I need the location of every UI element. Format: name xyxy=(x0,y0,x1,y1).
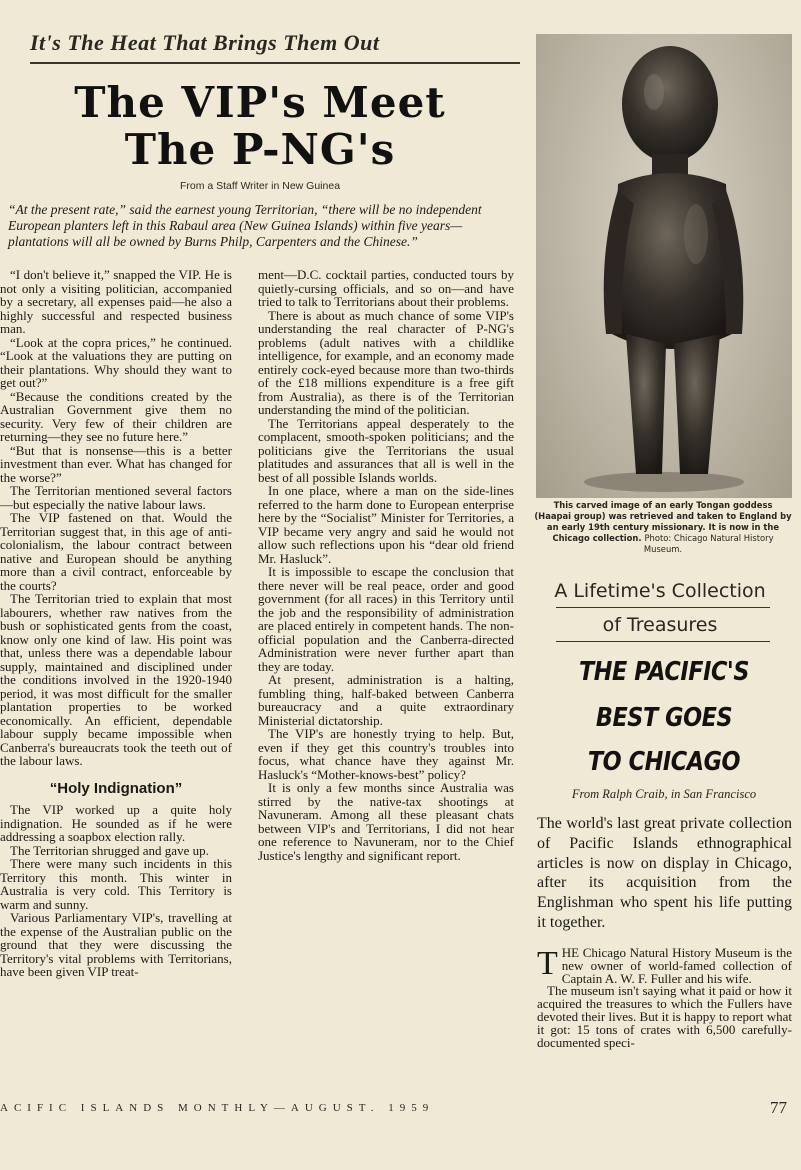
sidebar-title-line-1: A Lifetime's Collection xyxy=(554,580,766,602)
photo-credit: Photo: Chicago Natural History Museum. xyxy=(643,533,774,554)
paragraph: The Territorian mentioned several factors—but especially the native labour laws. xyxy=(0,483,232,512)
paragraph: In one place, where a man on the side-lines referred to the harm done to European enterprise here by the “Socialist” Minister for Territories, a VIP became very angry and said he would not allow such reflections upon his “dear old friend Mr. Hasluck”. xyxy=(258,483,514,566)
page-number: 77 xyxy=(770,1098,787,1117)
paragraph: The VIP's are honestly trying to help. But, even if they get this country's troubles into focus, what chance have they against Mr. Hasluck's “Mother-knows-best” policy? xyxy=(258,726,514,782)
sidebar-title-rule xyxy=(556,607,770,608)
paragraph: “But that is nonsense—this is a better investment than ever. What has changed for the worse?” xyxy=(0,442,232,485)
paragraph: It is only a few months since Australia was stirred by the native-tax shootings at Navuneram. Among all these pleasant chats between VIP's and Territorians, I did not hear one reference to Navuneram, nor to the Chief Justice's lengthy and significant report. xyxy=(258,780,514,863)
headline-line-2: The P-NG's xyxy=(124,125,396,174)
sidebar-headline-line-1: THE PACIFIC'S xyxy=(578,657,750,687)
sidebar-byline: From Ralph Craib, in San Francisco xyxy=(571,787,757,801)
paragraph: There were many such incidents in this Territory this month. This winter in Australia is very cold. This Territory is warm and sunny. xyxy=(0,856,232,912)
paragraph: There is about as much chance of some VIP's understanding the real character of P-NG's problems (adult natives with a childlike intelligence, for example, and an economy made entirely cock-eyed because more than two-thirds of the £18 millions expenditure is a free gift from Australia), as there is of the Territorian understanding the mind of the politician. xyxy=(258,307,514,417)
kicker-rule xyxy=(30,62,520,64)
paragraph xyxy=(537,947,792,985)
kicker: It's The Heat That Brings Them Out xyxy=(30,30,380,55)
paragraph: ment—D.C. cocktail parties, conducted tours by quietly-cursing officials, and so on—and have tried to talk to Territorians about their problems. xyxy=(258,267,514,309)
paragraph: The Territorian tried to explain that most labourers, whether raw natives from the bush or sophisticated gents from the coast, know only one kind of law. His point was that, unless there was a dependable labour supply, maintained and disciplined under the conditions involved in the 1920-1940 period, it was most difficult for the smaller plantation properties to be worked economically. An efficient, dependable labour supply became impossible when Canberra's bureaucrats took the teeth out of the labour laws. xyxy=(0,591,232,768)
sidebar-headline-line-2: BEST GOES xyxy=(595,703,733,733)
statue-illustration xyxy=(536,34,792,498)
paragraph: The Territorians appeal desperately to the complacent, smooth-spoken politicians; and the politicians give the Territorians the usual platitudes and assurances that all is well in the best of all possible Islands worlds. xyxy=(258,415,514,485)
paragraph: “Look at the copra prices,” he continued. “Look at the valuations they are putting on their plantations. Why should they want to get out?” xyxy=(0,334,232,390)
paragraph: The museum isn't saying what it paid or how it acquired the treasures to which the Fullers have devoted their lives. But it is happy to report what it got: 15 tons of crates with 6,500 carefully-documented speci- xyxy=(537,983,792,1050)
sidebar-intro: The world's last great private collection of Pacific Islands ethnographical articles is now on display in Chicago, after its acquisition from the Englishman who spent his life putting it together. xyxy=(537,815,792,931)
drop-cap: T xyxy=(537,945,558,982)
subheading: “Holy Indignation” xyxy=(49,779,183,797)
paragraph: “Because the conditions created by the Australian Government give them no security. Very few of their children are returning—they see no future here.” xyxy=(0,388,232,444)
page-footer: ACIFIC ISLANDS MONTHLY—AUGUST. 1959 xyxy=(0,1102,435,1114)
article-column-1 xyxy=(0,268,232,979)
paragraph: The VIP fastened on that. Would the Territorian suggest that, in this age of anti-colonialism, the labour contract between native and European should be anything more than a civil contract, enforceable by the courts? xyxy=(0,510,232,593)
sidebar-title-line-2: of Treasures xyxy=(602,614,718,636)
caption-text: This carved image of an early Tongan goddess (Haapai group) was retrieved and taken to England by an early 19th century missionary. It is now in the Chicago collection. xyxy=(534,500,792,543)
photo-caption xyxy=(534,500,792,555)
sidebar-title-rule xyxy=(556,641,770,642)
paragraph: “I don't believe it,” snapped the VIP. He is not only a visiting politician, accompanied by a secretary, all expenses paid—he also a highly successful and respected business man. xyxy=(0,267,232,336)
paragraph: It is impossible to escape the conclusion that there never will be real peace, order and good government (for all races) in this Territory until the job and the responsibility of administration are placed entirely in competent hands. The non-official population and the Canberra-directed Administration were never further apart than they are today. xyxy=(258,564,514,674)
paragraph: The Territorian shrugged and gave up. xyxy=(10,842,209,858)
goddess-statue-photo xyxy=(536,34,792,498)
paragraph: Various Parliamentary VIP's, travelling at the expense of the Australian public on the ground that they were discussing the Territory's vital problems with Territorians, have been given VIP treat- xyxy=(0,910,232,979)
headline-line-1: The VIP's Meet xyxy=(74,78,446,127)
paragraph: The VIP worked up a quite holy indignation. He sounded as if he were addressing a soapbox election rally. xyxy=(0,802,232,844)
article-column-2 xyxy=(258,268,514,862)
sidebar-body xyxy=(537,947,792,1049)
paragraph: At present, administration is a halting, fumbling thing, half-baked between Canberra bureaucracy and a quite extraordinary Ministerial dictatorship. xyxy=(258,672,514,728)
lede-paragraph: “At the present rate,” said the earnest young Territorian, “there will be no independent European planters left in this Rabaul area (New Guinea Islands) within five years—plantations will all be owned by Burns Philp, Carpenters and the Chinese.” xyxy=(8,202,482,249)
paragraph-text: HE Chicago Natural History Museum is the new owner of world-famed collection of Captain A. W. F. Fuller and his wife. xyxy=(561,945,792,986)
sidebar-headline-line-3: TO CHICAGO xyxy=(587,747,741,777)
byline: From a Staff Writer in New Guinea xyxy=(179,180,341,192)
